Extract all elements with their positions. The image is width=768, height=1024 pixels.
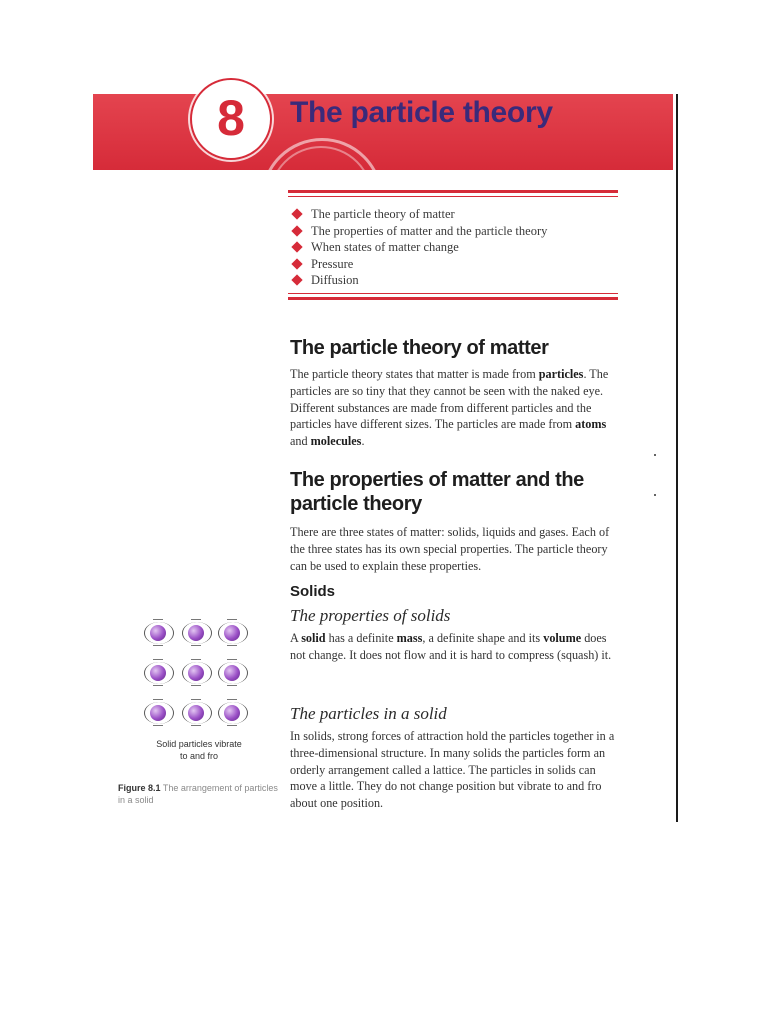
solid-particle [150, 705, 166, 721]
vibration-tick [227, 725, 237, 726]
figure-label: Figure 8.1 The arrangement of particles in a solid [118, 783, 278, 805]
contents-item: Diffusion [290, 272, 547, 289]
scan-speck [654, 454, 656, 456]
solid-particle [188, 625, 204, 641]
solid-particle [188, 705, 204, 721]
keyword-volume: volume [543, 631, 582, 645]
scan-speck [654, 494, 656, 496]
chapter-number: 8 [217, 90, 245, 146]
contents-bottom-rule-thin [288, 293, 618, 294]
solid-particle [224, 705, 240, 721]
vibration-tick [227, 619, 237, 620]
diamond-bullet-icon [291, 274, 302, 285]
contents-item: The properties of matter and the particle theory [290, 223, 547, 240]
subheading-particles-in-solid: The particles in a solid [290, 704, 447, 723]
solid-particle [224, 665, 240, 681]
vibration-tick [227, 699, 237, 700]
keyword-solid: solid [301, 631, 326, 645]
vibration-tick [227, 659, 237, 660]
vibration-tick [191, 619, 201, 620]
diamond-bullet-icon [291, 241, 302, 252]
keyword-atoms: atoms [575, 417, 607, 432]
keyword-molecules: molecules [310, 434, 362, 449]
paragraph-properties-of-solids: A solid has a definite mass, a definite shape and its volume does not change. It does not flow and it is hard to compress (squash) it. [290, 631, 612, 662]
chapter-number-badge [192, 80, 270, 158]
vibration-tick [153, 685, 163, 686]
section-heading-properties: The properties of matter and the particle theory [290, 469, 584, 515]
solid-particle [224, 625, 240, 641]
page-edge-line [676, 94, 678, 822]
contents-top-rule [288, 190, 618, 193]
keyword-particles: particles [538, 367, 584, 381]
diamond-bullet-icon [291, 208, 302, 219]
solid-particle [150, 625, 166, 641]
section-paragraph-particle-theory: The particle theory states that matter is made from particles. The particles are so tiny that they cannot be seen with the naked eye. Different substances are made from different particles and the particles have different sizes. The particles are made from atoms and molecules. [290, 367, 609, 449]
vibration-tick [153, 725, 163, 726]
vibration-tick [227, 645, 237, 646]
figure-number: Figure 8.1 [118, 783, 161, 793]
contents-top-rule-thin [288, 196, 618, 197]
diamond-bullet-icon [291, 258, 302, 269]
vibration-tick [191, 725, 201, 726]
section-heading-particle-theory: The particle theory of matter [290, 337, 549, 359]
paragraph-particles-in-solid: In solids, strong forces of attraction hold the particles together in a three-dimensional structure. In many solids the particles form an orderly arrangement called a lattice. The particles in solids can move a little. They do not change position but vibrate to and fro about one position. [290, 729, 615, 811]
chapter-title: The particle theory [290, 96, 553, 129]
vibration-tick [153, 619, 163, 620]
vibration-tick [153, 699, 163, 700]
figure-diagram-caption: Solid particles vibrate to and fro [156, 739, 242, 761]
keyword-mass: mass [396, 631, 423, 645]
contents-item: The particle theory of matter [290, 206, 547, 223]
solid-particle [188, 665, 204, 681]
vibration-tick [227, 685, 237, 686]
figure-solid-particle-diagram [140, 615, 260, 733]
vibration-tick [153, 659, 163, 660]
subheading-properties-of-solids: The properties of solids [290, 606, 451, 625]
vibration-tick [191, 659, 201, 660]
chapter-contents-list [290, 206, 547, 289]
vibration-tick [191, 699, 201, 700]
vibration-tick [153, 645, 163, 646]
diamond-bullet-icon [291, 225, 302, 236]
vibration-tick [191, 685, 201, 686]
subheading-solids: Solids [290, 583, 336, 600]
solid-particle [150, 665, 166, 681]
contents-bottom-rule [288, 297, 618, 300]
contents-item: When states of matter change [290, 239, 547, 256]
vibration-tick [191, 645, 201, 646]
section-paragraph-properties: There are three states of matter: solids, liquids and gases. Each of the three states has its own special properties. The particle theory can be used to explain these properties. [290, 525, 610, 573]
contents-item: Pressure [290, 256, 547, 273]
